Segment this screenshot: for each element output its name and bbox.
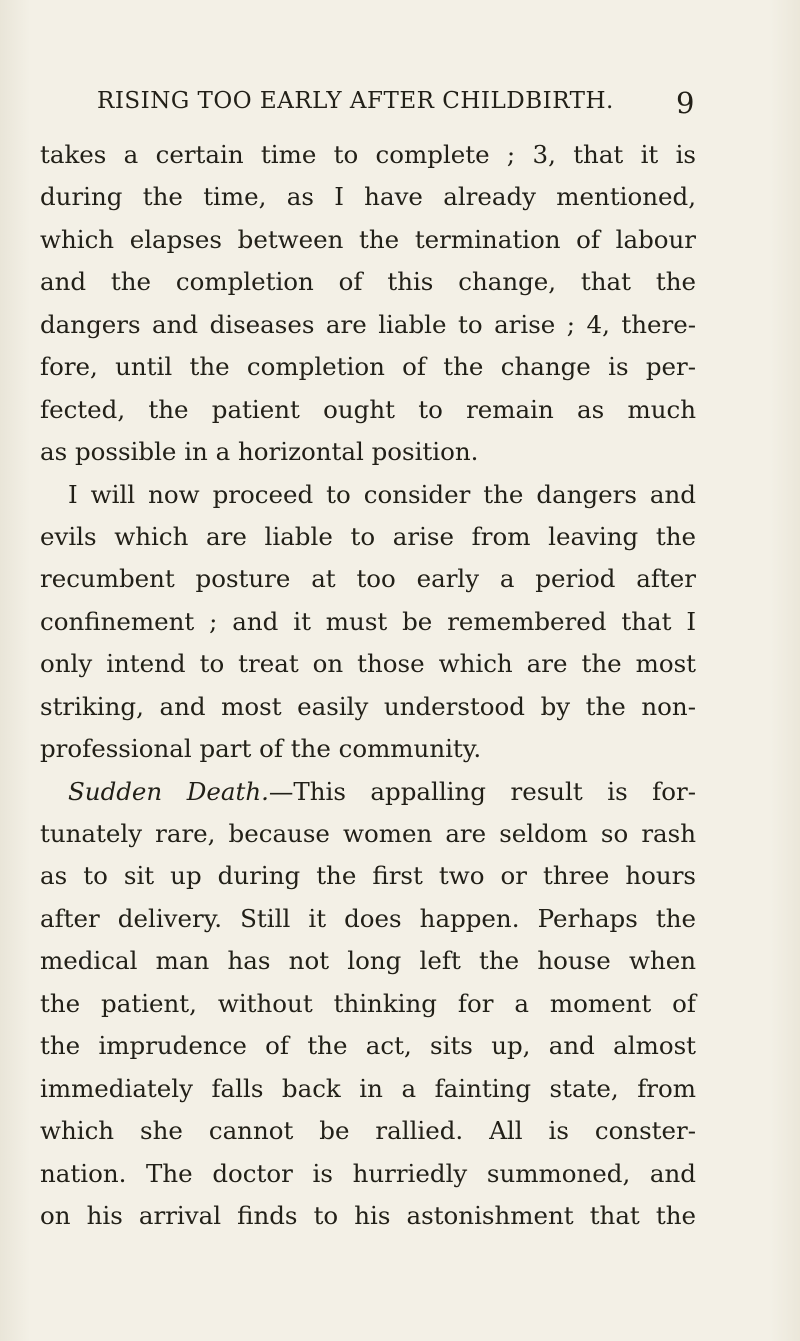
body-text [40,134,696,1237]
text-line: after delivery. Still it does happen. Perhaps the [40,903,696,933]
text-run: —This appalling result is for- [268,776,696,806]
text-line: confinement ; and it must be remembered that I [40,606,696,636]
running-title: RISING TOO EARLY AFTER CHILDBIRTH. [97,88,614,114]
text-line: during the time, as I have already mentioned, [40,182,696,212]
text-line: nation. The doctor is hurriedly summoned, and [40,1158,696,1188]
text-line: fected, the patient ought to remain as much [40,394,696,424]
text-line: takes a certain time to complete ; 3, that it is [40,140,696,169]
text-line: which she cannot be rallied. All is conster- [40,1116,696,1146]
text-line: tunately rare, because women are seldom so rash [40,819,696,848]
section-heading-sudden-death: Sudden Death. [68,776,269,806]
text-line: evils which are liable to arise from leaving the [40,521,696,551]
text-line: professional part of the community. [40,734,482,764]
text-line: medical man has not long left the house when [40,946,696,976]
text-line: as possible in a horizontal position. [40,437,479,467]
text-line: only intend to treat on those which are the most [40,649,696,679]
text-line: fore, until the completion of the change is per- [40,352,696,382]
text-line: striking, and most easily understood by the non- [40,691,696,721]
text-line: recumbent posture at too early a period after [40,564,696,594]
text-line: the imprudence of the act, sits up, and almost [40,1031,696,1061]
text-line-with-heading [40,771,696,813]
text-line: and the completion of this change, that the [40,267,696,297]
page-number: 9 [676,86,695,120]
text-line: which elapses between the termination of labour [40,224,696,254]
text-line: as to sit up during the first two or three hours [40,861,696,891]
running-header [97,88,695,124]
text-line: I will now proceed to consider the dangers and [68,479,696,509]
text-line: immediately falls back in a fainting state, from [40,1073,696,1103]
text-line: dangers and diseases are liable to arise ; 4, there- [40,309,696,339]
text-line: the patient, without thinking for a moment of [40,988,696,1018]
text-line: on his arrival finds to his astonishment that the [40,1200,696,1230]
